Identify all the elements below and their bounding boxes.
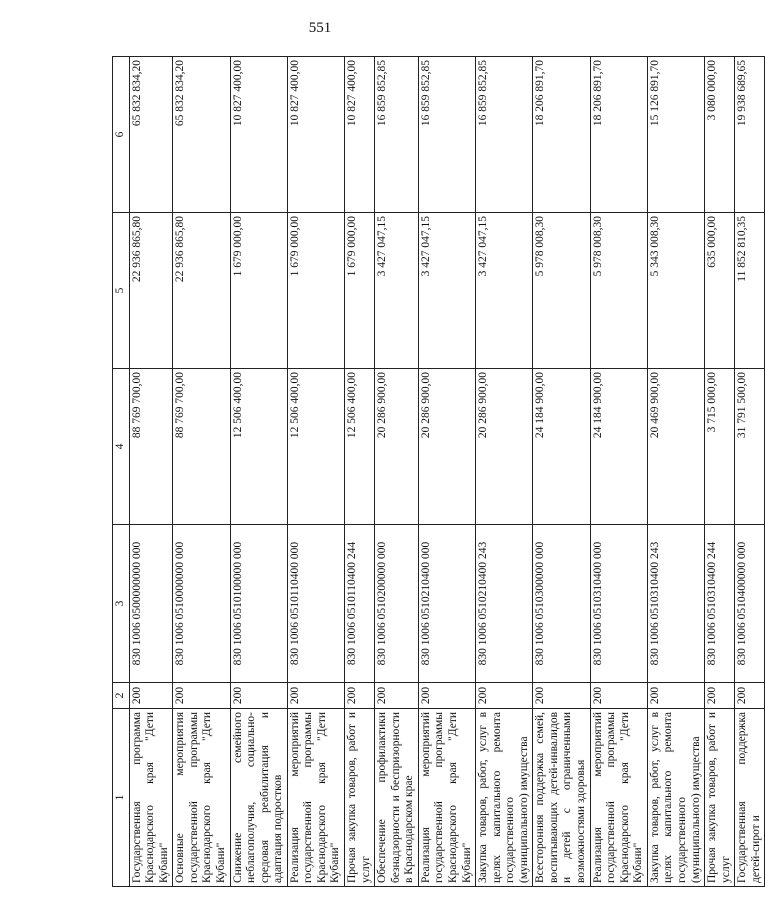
row-group: 200 — [230, 683, 287, 709]
row-amount-executed: 11 852 810,35 — [735, 213, 765, 369]
row-amount-plan: 12 506 400,00 — [230, 369, 287, 525]
row-amount-executed: 1 679 000,00 — [287, 213, 344, 369]
row-amount-executed: 3 427 047,15 — [476, 213, 533, 369]
row-group: 200 — [173, 683, 230, 709]
row-code: 830 1006 0510400000 000 — [735, 525, 765, 683]
row-code: 830 1006 0510210400 243 — [476, 525, 533, 683]
row-name: Реализация мероприятий государственной программы Краснодарского края "Дети Кубани" — [418, 709, 475, 887]
row-amount-remaining: 16 859 852,85 — [476, 57, 533, 213]
row-name: Реализация мероприятий государственной программы Краснодарского края "Дети Кубани" — [287, 709, 344, 887]
row-group: 200 — [418, 683, 475, 709]
row-amount-plan: 24 184 900,00 — [590, 369, 647, 525]
row-amount-plan: 12 506 400,00 — [345, 369, 375, 525]
row-amount-executed: 5 978 008,30 — [590, 213, 647, 369]
row-code: 830 1006 0510000000 000 — [173, 525, 230, 683]
row-amount-remaining: 15 126 891,70 — [647, 57, 704, 213]
row-amount-plan: 3 715 000,00 — [705, 369, 735, 525]
row-amount-executed: 22 936 865,80 — [129, 213, 173, 369]
row-amount-remaining: 10 827 400,00 — [230, 57, 287, 213]
row-amount-executed: 1 679 000,00 — [345, 213, 375, 369]
row-code: 830 1006 0510100000 000 — [230, 525, 287, 683]
row-amount-plan: 20 469 900,00 — [647, 369, 704, 525]
table-row — [533, 57, 590, 887]
table-row — [375, 57, 419, 887]
row-amount-remaining: 18 206 891,70 — [590, 57, 647, 213]
row-name: Прочая закупка товаров, работ и услуг — [705, 709, 735, 887]
row-group: 200 — [476, 683, 533, 709]
row-group: 200 — [129, 683, 173, 709]
row-amount-plan: 31 791 500,00 — [735, 369, 765, 525]
row-amount-executed: 635 000,00 — [705, 213, 735, 369]
row-name: Основные мероприятия государственной программы Краснодарского края "Дети Кубани" — [173, 709, 230, 887]
row-amount-executed: 5 978 008,30 — [533, 213, 590, 369]
row-group: 200 — [647, 683, 704, 709]
row-amount-remaining: 3 080 000,00 — [705, 57, 735, 213]
row-name: Обеспечение профилактики безнадзорности и беспризорности в Краснодарском крае — [375, 709, 419, 887]
row-amount-executed: 3 427 047,15 — [375, 213, 419, 369]
header-col-6: 6 — [113, 57, 130, 213]
row-amount-plan: 20 286 900,00 — [418, 369, 475, 525]
row-code: 830 1006 0510110400 000 — [287, 525, 344, 683]
table-row — [230, 57, 287, 887]
row-amount-remaining: 10 827 400,00 — [287, 57, 344, 213]
rotated-table-container — [112, 57, 762, 887]
row-group: 200 — [287, 683, 344, 709]
row-code: 830 1006 0510300000 000 — [533, 525, 590, 683]
header-col-2: 2 — [113, 683, 130, 709]
row-name: Реализация мероприятий государственной программы Краснодарского края "Дети Кубани" — [590, 709, 647, 887]
row-amount-remaining: 65 832 834,20 — [129, 57, 173, 213]
row-name: Государственная программа Краснодарского края "Дети Кубани" — [129, 709, 173, 887]
row-name: Прочая закупка товаров, работ и услуг — [345, 709, 375, 887]
row-amount-executed: 1 679 000,00 — [230, 213, 287, 369]
table-row — [173, 57, 230, 887]
row-amount-plan: 24 184 900,00 — [533, 369, 590, 525]
row-group: 200 — [735, 683, 765, 709]
header-col-5: 5 — [113, 213, 130, 369]
row-amount-executed: 5 343 008,30 — [647, 213, 704, 369]
page-number: 551 — [308, 20, 332, 36]
row-name: Закупка товаров, работ, услуг в целях капитального ремонта государственного (муниципального) имущества — [476, 709, 533, 887]
row-code: 830 1006 0510200000 000 — [375, 525, 419, 683]
row-code: 830 1006 0510310400 244 — [705, 525, 735, 683]
header-col-3: 3 — [113, 525, 130, 683]
table-row — [735, 57, 765, 887]
row-amount-remaining: 16 859 852,85 — [375, 57, 419, 213]
row-name: Закупка товаров, работ, услуг в целях капитального ремонта государственного (муниципального) имущества — [647, 709, 704, 887]
table-row — [418, 57, 475, 887]
row-amount-plan: 88 769 700,00 — [173, 369, 230, 525]
row-code: 830 1006 0510310400 000 — [590, 525, 647, 683]
row-group: 200 — [345, 683, 375, 709]
table-row — [476, 57, 533, 887]
table-row — [647, 57, 704, 887]
table-row — [287, 57, 344, 887]
header-col-4: 4 — [113, 369, 130, 525]
row-name: Всесторонняя поддержка семей, воспитывающих детей-инвалидов и детей с ограниченными возможностями здоровья — [533, 709, 590, 887]
row-group: 200 — [375, 683, 419, 709]
header-row — [113, 57, 130, 887]
table-row — [129, 57, 173, 887]
table-row — [345, 57, 375, 887]
row-amount-plan: 12 506 400,00 — [287, 369, 344, 525]
row-code: 830 1006 0510210400 000 — [418, 525, 475, 683]
row-code: 830 1006 0510310400 243 — [647, 525, 704, 683]
budget-table — [112, 56, 765, 887]
row-code: 830 1006 0510110400 244 — [345, 525, 375, 683]
table-row — [705, 57, 735, 887]
table-row — [590, 57, 647, 887]
row-group: 200 — [705, 683, 735, 709]
row-name: Снижение семейного неблагополучия, социально-средовая реабилитация и адаптация подростков — [230, 709, 287, 887]
header-col-1: 1 — [113, 709, 130, 887]
row-amount-executed: 22 936 865,80 — [173, 213, 230, 369]
row-amount-remaining: 16 859 852,85 — [418, 57, 475, 213]
row-amount-plan: 88 769 700,00 — [129, 369, 173, 525]
row-amount-plan: 20 286 900,00 — [375, 369, 419, 525]
row-amount-remaining: 18 206 891,70 — [533, 57, 590, 213]
row-group: 200 — [533, 683, 590, 709]
row-amount-remaining: 65 832 834,20 — [173, 57, 230, 213]
row-amount-plan: 20 286 900,00 — [476, 369, 533, 525]
row-group: 200 — [590, 683, 647, 709]
row-amount-executed: 3 427 047,15 — [418, 213, 475, 369]
row-name: Государственная поддержка детей-сирот и — [735, 709, 765, 887]
row-code: 830 1006 0500000000 000 — [129, 525, 173, 683]
row-amount-remaining: 19 938 689,65 — [735, 57, 765, 213]
row-amount-remaining: 10 827 400,00 — [345, 57, 375, 213]
